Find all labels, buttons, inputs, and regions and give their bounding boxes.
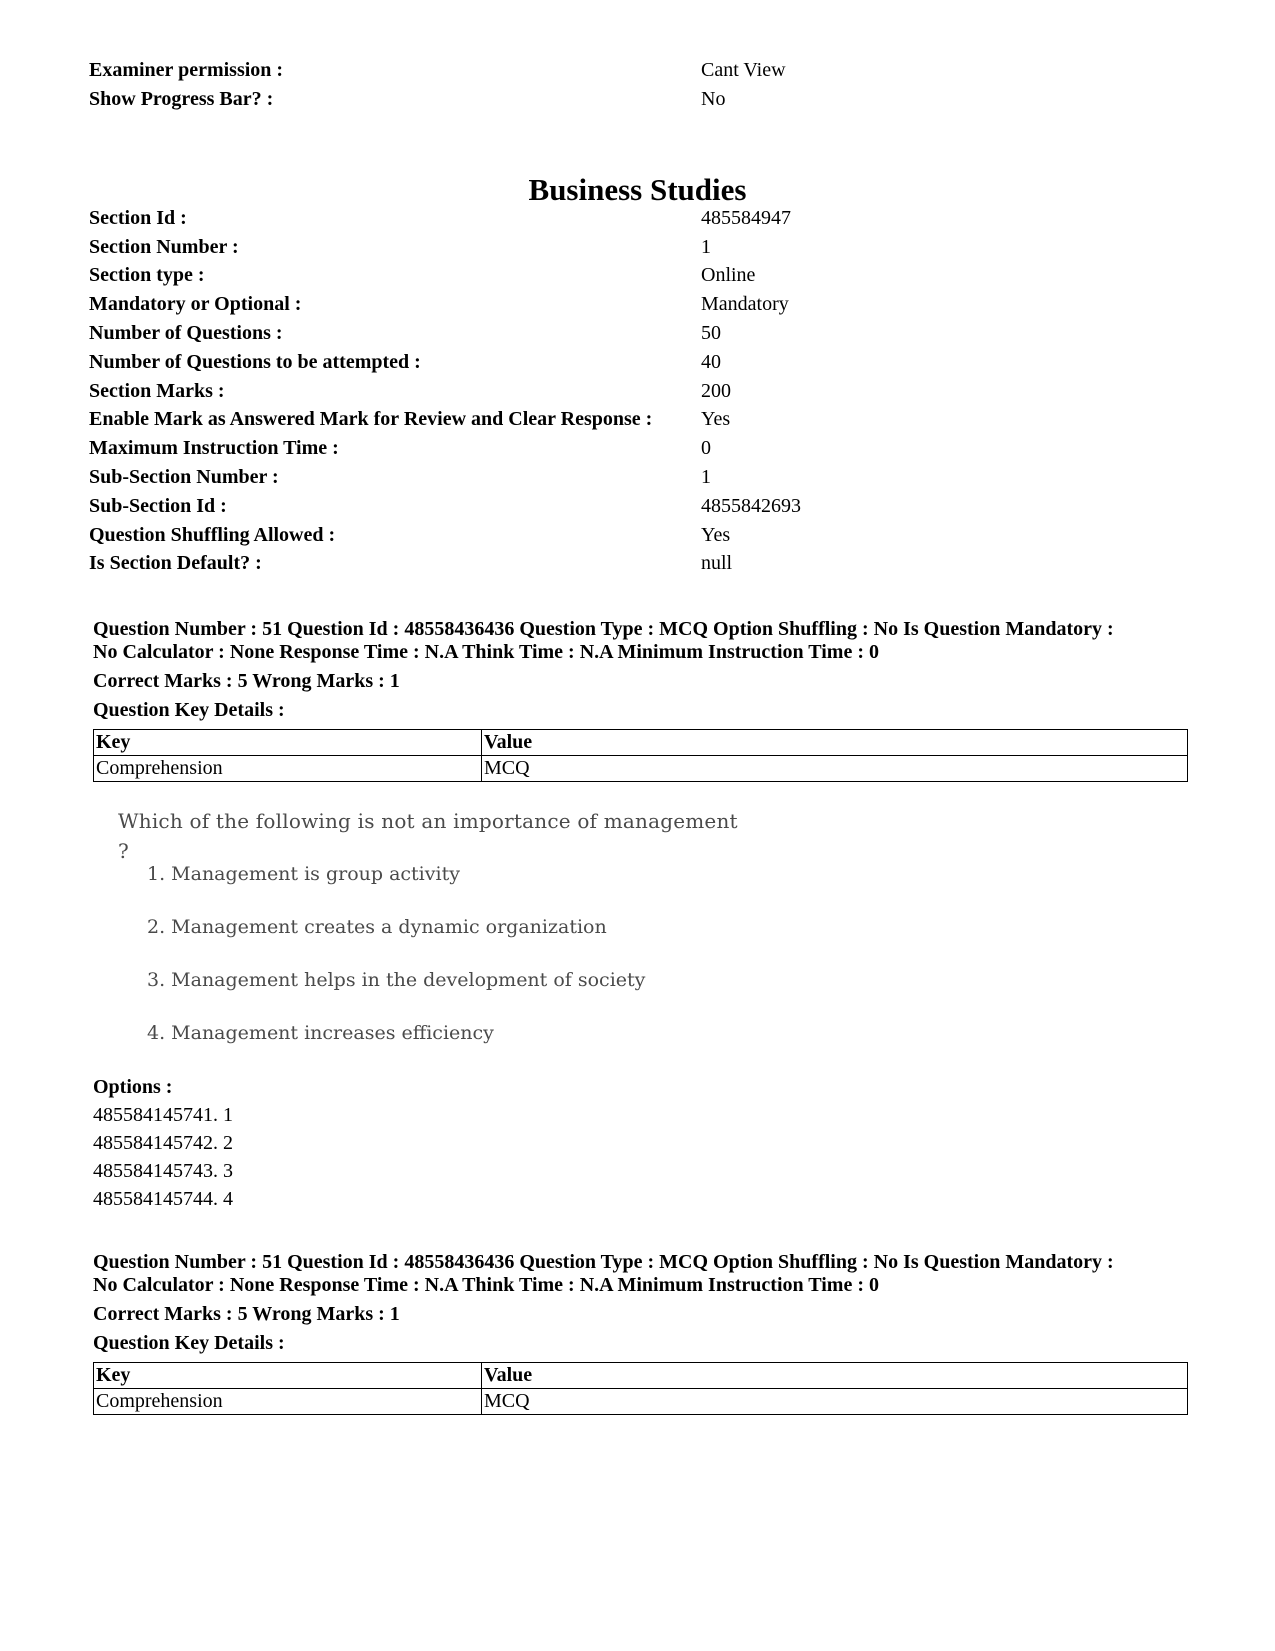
question-image [118, 806, 738, 1048]
section-field-row [89, 406, 1189, 435]
table-cell-value: MCQ [482, 756, 1188, 782]
field-key: Mandatory or Optional : [89, 293, 302, 316]
section-field-row [89, 319, 1189, 348]
question-marks: Correct Marks : 5 Wrong Marks : 1 [93, 670, 400, 692]
meta-value: No [701, 87, 726, 110]
question-header-line2: No Calculator : None Response Time : N.A Think Time : N.A Minimum Instruction Time : 0 [93, 1274, 879, 1296]
table-header-value: Value [482, 1363, 1188, 1389]
field-key: Sub-Section Id : [89, 494, 227, 517]
section-field-row [89, 521, 1189, 550]
question-block [93, 618, 1188, 782]
field-value: 50 [701, 322, 721, 345]
field-value: null [701, 552, 733, 575]
section-field-row [89, 377, 1189, 406]
meta-key: Examiner permission : [89, 58, 284, 81]
section-field-row [89, 463, 1189, 492]
section-field-row [89, 233, 1189, 262]
table-cell-value: MCQ [482, 1389, 1188, 1415]
table-cell-key: Comprehension [94, 1389, 482, 1415]
field-value: Mandatory [701, 293, 789, 316]
table-header-row [94, 730, 1188, 756]
field-value: 0 [701, 437, 711, 460]
field-key: Question Shuffling Allowed : [89, 523, 336, 546]
list-item: 2. Management creates a dynamic organization [147, 916, 607, 938]
field-value: 485584947 [701, 206, 791, 229]
field-value: 1 [701, 466, 711, 489]
field-value: 1 [701, 235, 711, 258]
field-value: Online [701, 264, 756, 287]
section-field-row [89, 550, 1189, 579]
table-header-value: Value [482, 730, 1188, 756]
table-header-key: Key [94, 730, 482, 756]
question-key-details-label: Question Key Details : [93, 1332, 285, 1354]
question-header-line2: No Calculator : None Response Time : N.A Think Time : N.A Minimum Instruction Time : 0 [93, 641, 879, 663]
table-cell-key: Comprehension [94, 756, 482, 782]
meta-value: Cant View [701, 58, 786, 81]
table-row [94, 756, 1188, 782]
section-field-row [89, 262, 1189, 291]
meta-row [89, 56, 1189, 85]
question-marks: Correct Marks : 5 Wrong Marks : 1 [93, 1303, 400, 1325]
section-fields [89, 204, 1189, 578]
question-header-line1: Question Number : 51 Question Id : 48558436436 Question Type : MCQ Option Shuffling : No Is Question Mandatory : [93, 1251, 1114, 1273]
option-item: 485584145741. 1 [93, 1104, 233, 1126]
section-field-row [89, 492, 1189, 521]
table-header-row [94, 1363, 1188, 1389]
option-item: 485584145744. 4 [93, 1188, 233, 1210]
question-choices [118, 859, 738, 1048]
section-field-row [89, 204, 1189, 233]
question-header [93, 1251, 1188, 1297]
section-field-row [89, 290, 1189, 319]
question-key-table [93, 729, 1188, 782]
field-value: 4855842693 [701, 494, 801, 517]
section-field-row [89, 348, 1189, 377]
top-meta [89, 56, 1189, 114]
field-key: Section Id : [89, 206, 187, 229]
question-key-table [93, 1362, 1188, 1415]
option-item: 485584145743. 3 [93, 1160, 233, 1182]
field-value: 40 [701, 350, 721, 373]
meta-row [89, 85, 1189, 114]
table-row [94, 1389, 1188, 1415]
options-label: Options : [93, 1076, 173, 1098]
field-value: 200 [701, 379, 731, 402]
field-key: Section Number : [89, 235, 239, 258]
options-list [93, 1073, 233, 1213]
section-field-row [89, 434, 1189, 463]
field-key: Maximum Instruction Time : [89, 437, 339, 460]
field-key: Number of Questions to be attempted : [89, 350, 421, 373]
field-value: Yes [701, 523, 731, 546]
field-key: Section Marks : [89, 379, 225, 402]
question-header [93, 618, 1188, 664]
field-key: Section type : [89, 264, 205, 287]
field-key: Sub-Section Number : [89, 466, 279, 489]
option-item: 485584145742. 2 [93, 1132, 233, 1154]
question-header-line1: Question Number : 51 Question Id : 48558436436 Question Type : MCQ Option Shuffling : No Is Question Mandatory : [93, 618, 1114, 640]
list-item: 4. Management increases efficiency [147, 1022, 494, 1044]
question-key-details-label: Question Key Details : [93, 699, 285, 721]
field-key: Is Section Default? : [89, 552, 262, 575]
table-header-key: Key [94, 1363, 482, 1389]
field-key: Enable Mark as Answered Mark for Review and Clear Response : [89, 408, 653, 431]
meta-key: Show Progress Bar? : [89, 87, 274, 110]
question-stem: Which of the following is not an importance of management ? [118, 809, 738, 863]
section-title: Business Studies [528, 172, 747, 207]
field-value: Yes [701, 408, 731, 431]
field-key: Number of Questions : [89, 322, 283, 345]
list-item: 1. Management is group activity [147, 863, 460, 885]
list-item: 3. Management helps in the development of society [147, 969, 646, 991]
question-block [93, 1251, 1188, 1415]
